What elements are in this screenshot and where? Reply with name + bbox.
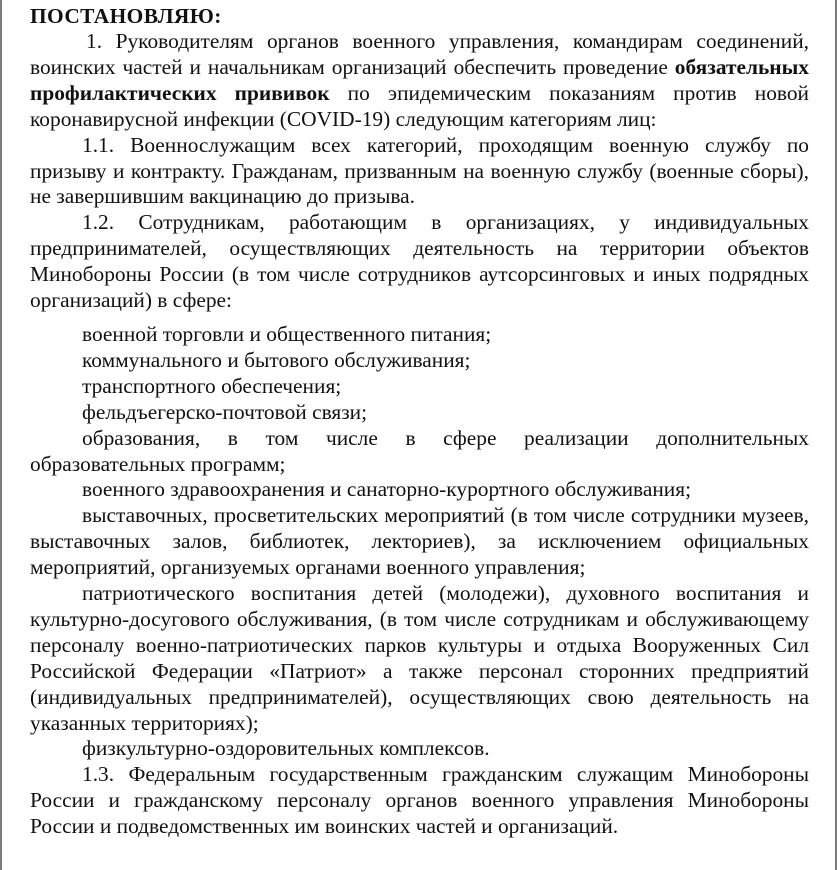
spacer — [30, 314, 809, 322]
paragraph-1-text-end: по эпидемическим показаниям против новой коронавирусной инфекции (COVID-19) следующим категориям лиц: — [30, 80, 809, 131]
paragraph-1 — [30, 29, 809, 133]
sphere-item: военного здравоохранения и санаторно-курортного обслуживания; — [82, 477, 692, 502]
sphere-item: военной торговли и общественного питания; — [82, 321, 492, 346]
sphere-item: выставочных, просветительских мероприятий (в том числе сотрудники музеев, выставочных залов, библиотек, лекториев), за исключением официальных мероприятий, организуемых органами военного управления; — [30, 503, 809, 580]
sphere-item: патриотического воспитания детей (молодежи), духовного воспитания и культурно-досугового обслуживания, (в том числе сотрудникам и обслуживающему персоналу военно-патриотических парков культуры и отдыха Вооруженных Сил Российской Федерации «Патриот» а также персонал сторонних предприятий (индивидуальных предпринимателей), осуществляющих свою деятельность на указанных территориях); — [30, 581, 809, 735]
sphere-item: коммунального и бытового обслуживания; — [82, 347, 471, 372]
sphere-item: транспортного обеспечения; — [82, 373, 342, 398]
paragraph-1-text-start: 1. Руководителям органов военного управления, командирам соединений, воинских частей и начальникам организаций обеспечить проведение — [30, 29, 809, 79]
sphere-item: физкультурно-оздоровительных комплексов. — [82, 736, 490, 761]
paragraph-1-1: 1.1. Военнослужащим всех категорий, проходящим военную службу по призыву и контракту. Гражданам, призванным на военную службу (военные сборы), не завершившим вакцинацию до призыва. — [30, 132, 809, 209]
sphere-item: образования, в том числе в сфере реализации дополнительных образовательных программ; — [30, 425, 809, 476]
paragraph-1-2: 1.2. Сотрудникам, работающим в организациях, у индивидуальных предпринимателей, осуществляющих деятельность на территории объектов Минобороны России (в том числе сотрудников аутсорсинговых и иных подрядных организаций) в сфере: — [30, 210, 809, 313]
paragraph-1-bold-phrase: обязательных профилактических прививок — [30, 54, 809, 105]
document-heading: ПОСТАНОВЛЯЮ: — [30, 4, 222, 28]
sphere-item: фельдъегерско-почтовой связи; — [82, 399, 368, 424]
paragraph-1-3: 1.3. Федеральным государственным гражданским служащим Минобороны России и гражданскому персоналу органов военного управления Минобороны России и подведомственных им воинских частей и организаций. — [30, 762, 809, 839]
